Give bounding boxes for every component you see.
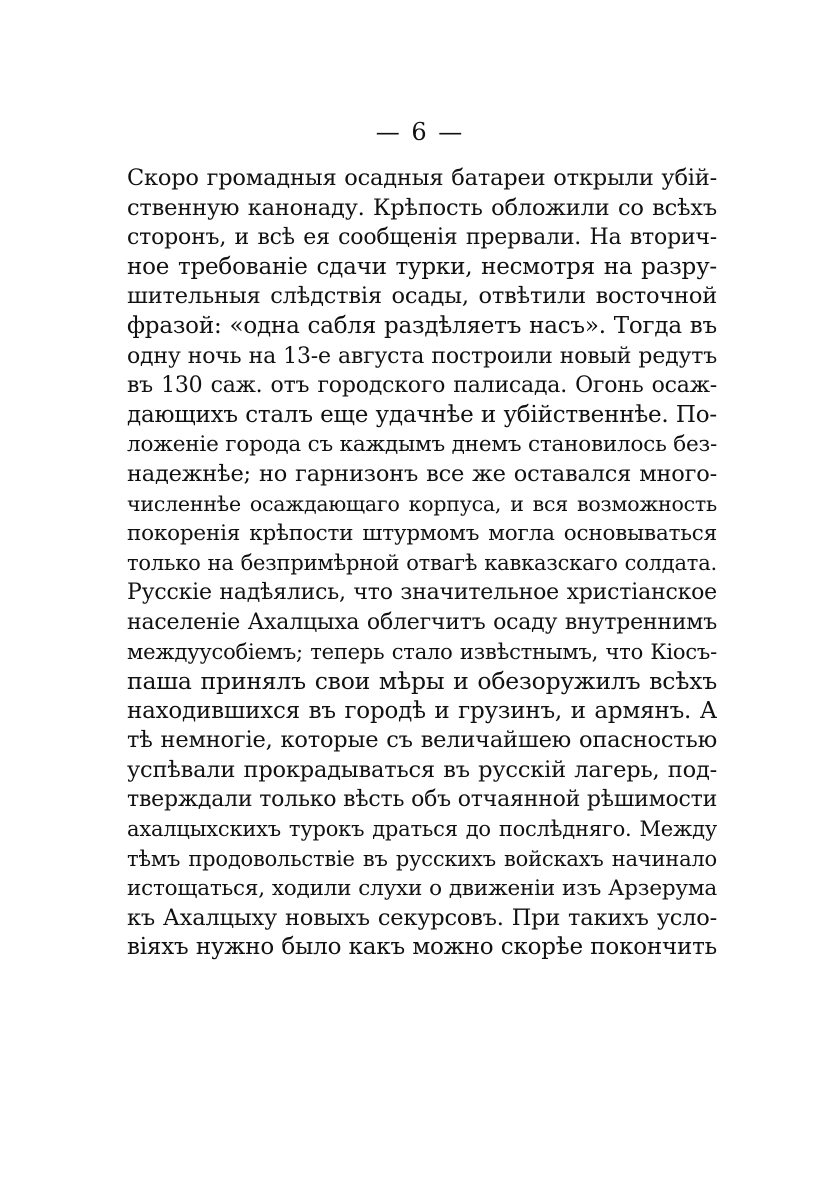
text-line: численнѣе осаждающаго корпуса, и вся возможность — [127, 491, 717, 516]
text-line: въ 130 саж. отъ городского палисада. Огонь осаж- — [127, 373, 717, 399]
text-line: только на безпримѣрной отвагѣ кавказскаго солдата. — [127, 550, 717, 575]
text-line: тверждали только вѣсть объ отчаянной рѣшимости — [127, 787, 718, 813]
text-line: Русскіе надѣялись, что значительное христіанское — [127, 580, 717, 606]
text-line: истощаться, ходили слухи о движеніи изъ Арзерума — [127, 876, 717, 902]
text-line: паша принялъ свои мѣры и обезоружилъ всѣхъ — [127, 667, 717, 696]
page-number: — 6 — — [375, 118, 465, 146]
text-line: шительныя слѣдствія осады, отвѣтили восточной — [127, 283, 717, 310]
text-line: надежнѣе; но гарнизонъ все же оставался много- — [127, 460, 717, 487]
text-line: успѣвали прокрадываться въ русскій лагерь, под- — [127, 756, 717, 783]
text-line: ахалцыхскихъ турокъ драться до послѣдняго. Между — [127, 817, 717, 842]
text-line: ное требованіе сдачи турки, несмотря на разру- — [127, 253, 717, 280]
text-line: ственную канонаду. Крѣпость обложили со всѣхъ — [127, 194, 717, 221]
text-line: населеніе Ахалцыха облегчитъ осаду внутреннимъ — [127, 609, 717, 635]
text-line: покоренія крѣпости штурмомъ могла основываться — [127, 521, 717, 547]
text-line: віяхъ нужно было какъ можно скорѣе покончить — [127, 934, 717, 961]
text-line: фразой: «одна сабля раздѣляетъ насъ». Тогда въ — [127, 312, 717, 339]
text-line: одну ночь на 13-е августа построили новый редутъ — [127, 343, 717, 369]
text-line: находившихся въ городѣ и грузинъ, и армянъ. А — [127, 697, 717, 724]
text-line: междуусобіемъ; теперь стало извѣстнымъ, что Кіосъ- — [127, 639, 717, 664]
text-line: дающихъ сталъ еще удачнѣе и убійственнѣе. По- — [127, 401, 717, 428]
text-line: тѣмъ продовольствіе въ русскихъ войскахъ начинало — [127, 846, 717, 871]
text-line: тѣ немногіе, которые съ величайшею опасностью — [127, 727, 717, 754]
text-line: ложеніе города съ каждымъ днемъ становилось без- — [127, 432, 718, 458]
text-line: Скоро громадныя осадныя батареи открыли убій- — [127, 165, 717, 191]
body-text — [127, 164, 717, 963]
text-line: сторонъ, и всѣ ея сообщенія прервали. На вторич- — [127, 225, 717, 251]
text-line: къ Ахалцыху новыхъ секурсовъ. При такихъ усло- — [127, 904, 717, 931]
